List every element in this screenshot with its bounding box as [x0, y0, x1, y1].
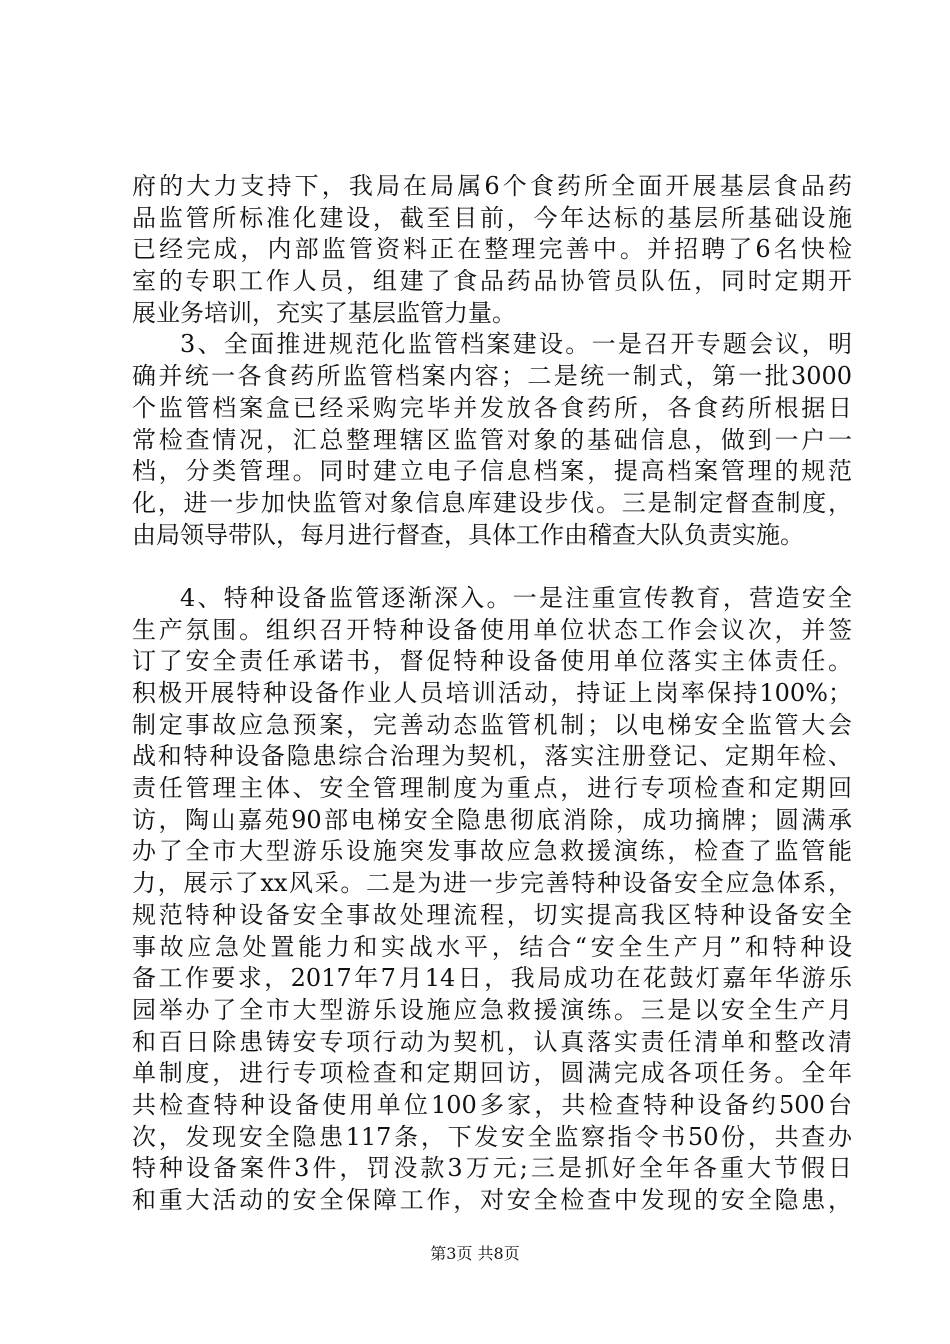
text-line: 确并统一各食药所监管档案内容；二是统一制式，第一批3000	[132, 362, 852, 391]
text-line: 共检查特种设备使用单位100多家，共检查特种设备约500台	[132, 1090, 852, 1119]
text-line: 生产氛围。组织召开特种设备使用单位状态工作会议次，并签	[132, 615, 852, 644]
text-line: 规范特种设备安全事故处理流程，切实提高我区特种设备安全	[132, 900, 852, 929]
text-line: 由局领导带队，每月进行督查，具体工作由稽查大队负责实施。	[132, 520, 804, 549]
text-line: 品监管所标准化建设，截至目前，今年达标的基层所基础设施	[132, 203, 852, 232]
text-line: 档，分类管理。同时建立电子信息档案，提高档案管理的规范	[132, 457, 852, 486]
text-line: 备工作要求，2017年7月14日，我局成功在花鼓灯嘉年华游乐	[132, 964, 852, 993]
text-line: 战和特种设备隐患综合治理为契机，落实注册登记、定期年检、	[132, 742, 852, 771]
text-line: 制定事故应急预案，完善动态监管机制；以电梯安全监管大会	[132, 710, 852, 739]
text-line: 订了安全责任承诺书，督促特种设备使用单位落实主体责任。	[132, 647, 852, 676]
paragraph-item-3	[132, 329, 852, 551]
text-line: 常检查情况，汇总整理辖区监管对象的基础信息，做到一户一	[132, 425, 852, 454]
text-line: 4、特种设备监管逐渐深入。一是注重宣传教育，营造安全	[180, 583, 852, 612]
text-line: 积极开展特种设备作业人员培训活动，持证上岗率保持100%；	[132, 679, 852, 707]
text-line: 办了全市大型游乐设施突发事故应急救援演练，检查了监管能	[132, 837, 852, 866]
text-line: 3、全面推进规范化监管档案建设。一是召开专题会议，明	[180, 330, 852, 359]
text-line: 次，发现安全隐患117条，下发安全监察指令书50份，共查办	[132, 1122, 852, 1151]
document-body	[132, 171, 852, 1217]
text-line: 已经完成，内部监管资料正在整理完善中。并招聘了6名快检	[132, 235, 852, 264]
paragraph-gap	[132, 551, 852, 583]
page-number-footer: 第3页 共8页	[430, 1244, 520, 1263]
text-line: 个监管档案盒已经采购完毕并发放各食药所，各食药所根据日	[132, 393, 852, 422]
text-line: 和重大活动的安全保障工作，对安全检查中发现的安全隐患，	[132, 1186, 852, 1214]
text-line: 事故应急处置能力和实战水平，结合“安全生产月”和特种设	[132, 932, 852, 961]
text-line: 特种设备案件3件，罚没款3万元;三是抓好全年各重大节假日	[132, 1154, 852, 1183]
text-line: 展业务培训，充实了基层监管力量。	[132, 298, 516, 327]
text-line: 室的专职工作人员，组建了食品药品协管员队伍，同时定期开	[132, 267, 852, 296]
paragraph-continuation	[132, 171, 852, 329]
text-line: 单制度，进行专项检查和定期回访，圆满完成各项任务。全年	[132, 1059, 852, 1088]
paragraph-item-4	[132, 583, 852, 1217]
text-line: 和百日除患铸安专项行动为契机，认真落实责任清单和整改清	[132, 1027, 852, 1056]
text-line: 府的大力支持下，我局在局属6个食药所全面开展基层食品药	[132, 172, 852, 200]
text-line: 访，陶山嘉苑90部电梯安全隐患彻底消除，成功摘牌；圆满承	[132, 805, 852, 834]
text-line: 责任管理主体、安全管理制度为重点，进行专项检查和定期回	[132, 774, 852, 803]
text-line: 园举办了全市大型游乐设施应急救援演练。三是以安全生产月	[132, 995, 852, 1024]
text-line: 力，展示了xx风采。二是为进一步完善特种设备安全应急体系，	[132, 869, 852, 898]
text-line: 化，进一步加快监管对象信息库建设步伐。三是制定督查制度，	[132, 488, 852, 517]
